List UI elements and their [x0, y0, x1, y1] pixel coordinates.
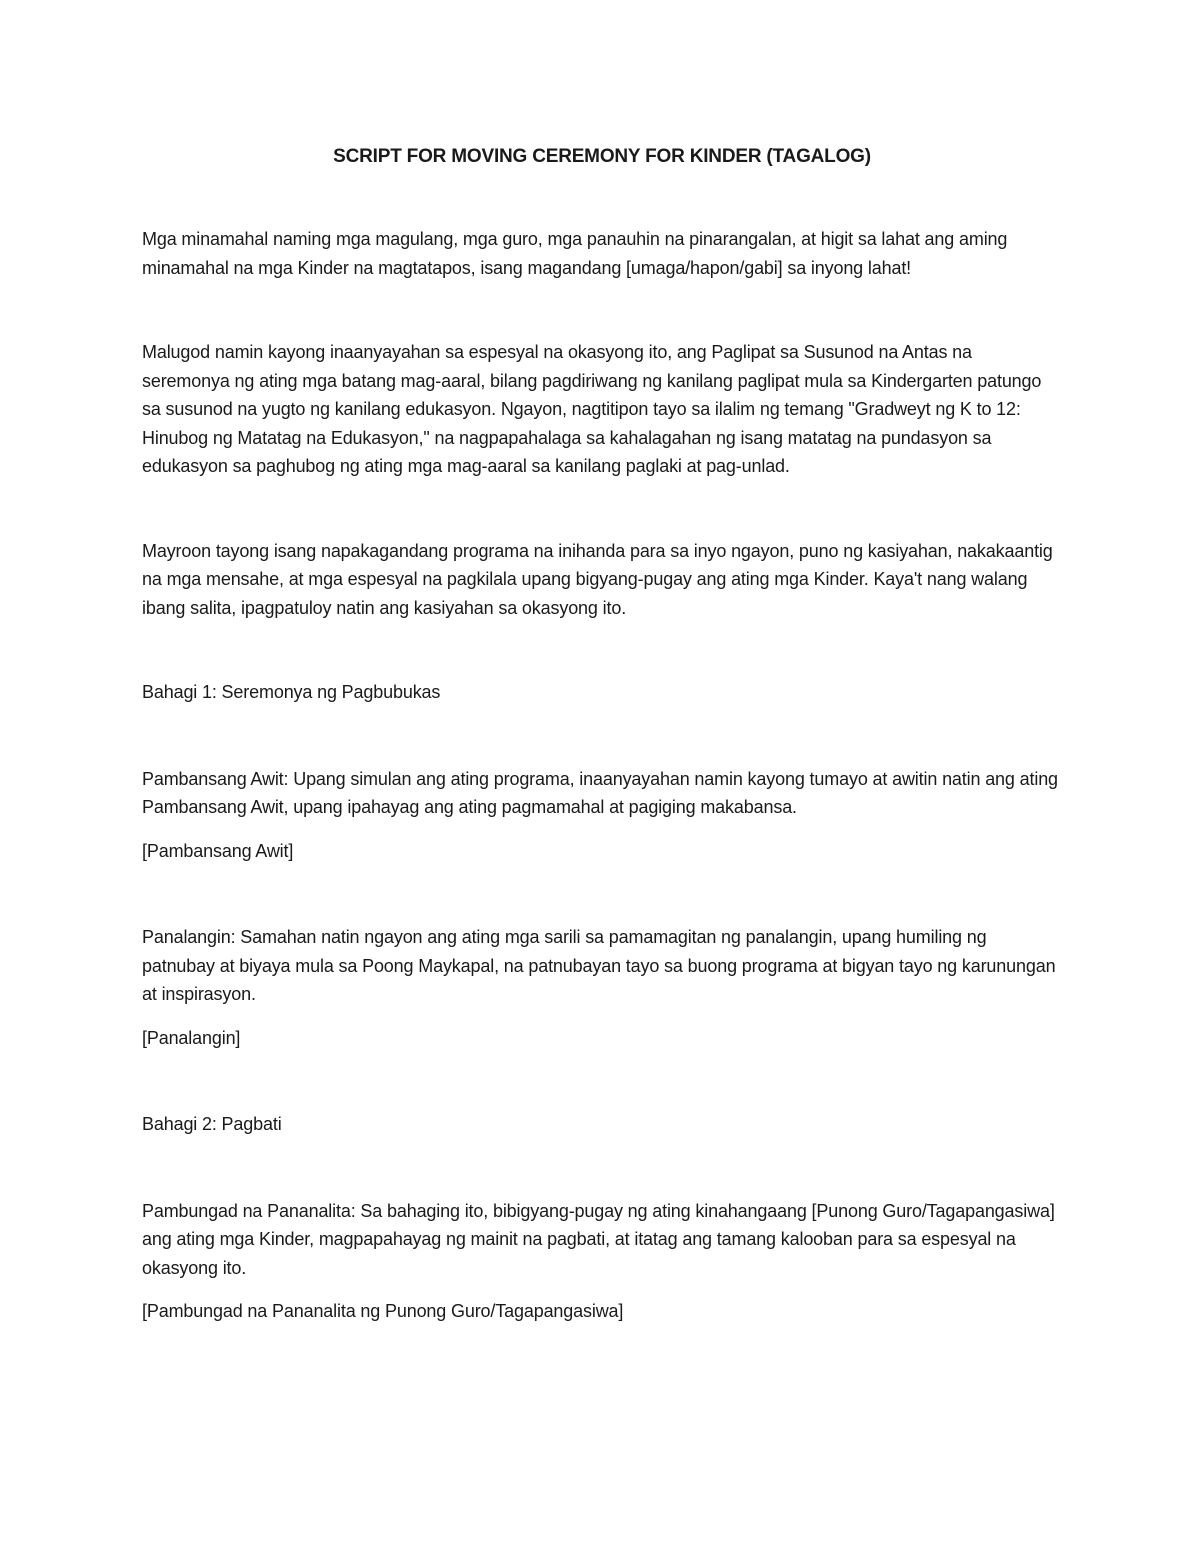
national-anthem-cue: [Pambansang Awit]	[142, 840, 294, 861]
invitation-paragraph: Malugod namin kayong inaanyayahan sa espesyal na okasyong ito, ang Paglipat sa Susunod na Antas na seremonya ng ating mga batang mag-aaral, bilang pagdiriwang ng kanilang paglipat mula sa Kindergarten patungo sa susunod na yugto ng kanilang edukasyon. Ngayon, nagtitipon tayo sa ilalim ng temang "Gradweyt ng K to 12: Hinubog ng Matatag na Edukasyon," na nagpapahalaga sa kahalagahan ng isang matatag na pundasyon sa edukasyon sa paghubog ng ating mga mag-aaral sa kanilang paglaki at pag-unlad.	[142, 342, 1042, 476]
prayer-paragraph: Panalangin: Samahan natin ngayon ang ating mga sarili sa pamamagitan ng panalangin, upang humiling ng patnubay at biyaya mula sa Poong Maykapal, na patnubayan tayo sa buong programa at bigyan tayo ng karunungan at inspirasyon.	[142, 927, 1056, 1004]
opening-remarks-cue: [Pambungad na Pananalita ng Punong Guro/Tagapangasiwa]	[142, 1301, 624, 1321]
national-anthem-paragraph: Pambansang Awit: Upang simulan ang ating programa, inaanyayahan namin kayong tumayo at awitin natin ang ating Pambansang Awit, upang ipahayag ang ating pagmamahal at pagiging makabansa.	[142, 768, 1058, 817]
opening-remarks-paragraph: Pambungad na Pananalita: Sa bahaging ito, bibigyang-pugay ng ating kinahangaang [Punong Guro/Tagapangasiwa] ang ating mga Kinder, magpapahayag ng mainit na pagbati, at itatag ang tamang kalooban para sa espesyal na okasyong ito.	[142, 1200, 1055, 1278]
prayer-cue: [Panalangin]	[142, 1027, 241, 1048]
section-heading-part-1: Bahagi 1: Seremonya ng Pagbubukas	[142, 682, 441, 702]
program-intro-paragraph: Mayroon tayong isang napakagandang programa na inihanda para sa inyo ngayon, puno ng kasiyahan, nakakaantig na mga mensahe, at mga espesyal na pagkilala upang bigyang-pugay ang ating mga Kinder. Kaya't nang walang ibang salita, ipagpatuloy natin ang kasiyahan sa okasyong ito.	[142, 540, 1053, 618]
section-heading-part-2: Bahagi 2: Pagbati	[142, 1114, 282, 1134]
greeting-paragraph: Mga minamahal naming mga magulang, mga guro, mga panauhin na pinarangalan, at higit sa lahat ang aming minamahal na mga Kinder na magtatapos, isang magandang [umaga/hapon/gabi] sa inyong lahat!	[142, 229, 1008, 278]
document-title: SCRIPT FOR MOVING CEREMONY FOR KINDER (TAGALOG)	[333, 146, 871, 167]
document-body	[142, 145, 1062, 1326]
